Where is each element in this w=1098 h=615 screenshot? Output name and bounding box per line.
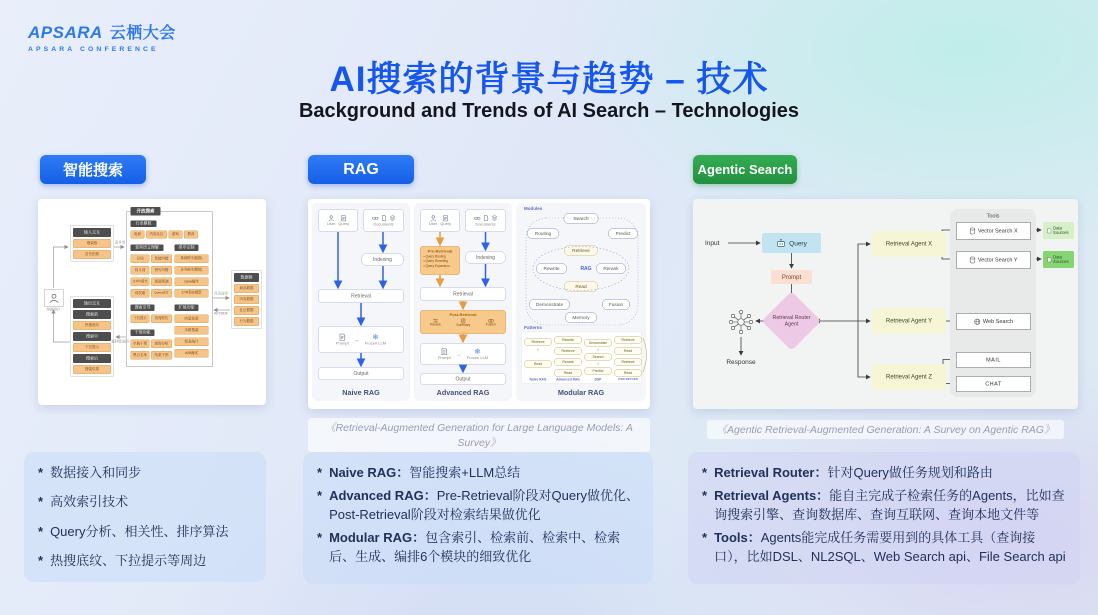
agentic-diagram-card [693, 199, 1078, 409]
query-label: Query [338, 221, 350, 226]
rag-citation [308, 418, 650, 452]
naive-rag-caption: Naive RAG [342, 389, 380, 397]
flow-arrow: → [455, 350, 462, 358]
prompt-doc-icon [441, 348, 448, 356]
query-label: Query [789, 239, 807, 247]
arrow-label: 高并发 [114, 241, 126, 245]
diagram-box: CTR预估模型 [175, 289, 209, 298]
module-box: Search [564, 213, 599, 224]
diagram-header: 输入交互 [73, 228, 111, 237]
vector-search-box [956, 251, 1031, 269]
modules-section-label: Modules [524, 206, 543, 211]
diagram-box: 行为数据 [234, 317, 259, 326]
mail-box: MAIL [956, 352, 1031, 368]
bullet-marker: * [702, 465, 708, 480]
pattern-box: Read [614, 369, 642, 377]
bullet-text: Agents能完成任务需要用到的具体工具（查询接口），比如DSL、NL2SQL、Web Search api、File Search api [714, 530, 1066, 564]
bullet-marker: * [317, 488, 323, 504]
list-item [702, 464, 1066, 482]
pattern-box: Retrieve [524, 338, 552, 346]
pattern-caption: Naive RAG [529, 378, 547, 382]
bullet-text: 包含索引、检索前、检索中、检索后、生成、编排6个模块的细致优化 [329, 530, 621, 564]
diagram-box: 搜索框 [73, 239, 111, 248]
prompt-llm-box [318, 326, 404, 353]
diagram-box: 搜索前 [73, 310, 111, 319]
page-title: AI搜索的背景与趋势 – 技术 [329, 60, 769, 99]
diagram-box: 字典干预 [131, 340, 150, 349]
section-chip-rag: RAG [308, 155, 414, 184]
bullet-marker: * [38, 494, 44, 510]
prompt-label: Prompt [437, 355, 451, 360]
tools-label: Tools [986, 213, 1000, 219]
module-box: Fusion [602, 299, 630, 310]
diagram-box: 拼写纠错 [151, 266, 172, 275]
pattern-box: Rerank [554, 358, 582, 366]
data-sources-label: Data Sources [1053, 254, 1069, 264]
diagram-box: 热搜底纹 [73, 321, 111, 330]
data-source-group [231, 270, 262, 329]
bullet-text: 高效索引技术 [50, 494, 129, 510]
bullet-marker: * [38, 553, 44, 569]
agent-box: Retrieval Agent X [872, 231, 946, 257]
diagram-box: 基础排序(粗排) [175, 255, 209, 264]
data-sources-label: Data Sources [1053, 225, 1069, 235]
query-box [762, 233, 821, 253]
web-search-box [956, 313, 1031, 330]
diagram-box: 报表统计 [175, 338, 209, 347]
brand-subtitle: APSARA CONFERENCE [28, 46, 159, 53]
link-icon [372, 215, 379, 221]
list-item [317, 487, 639, 524]
list-item [702, 529, 1066, 566]
layers-icon [491, 215, 497, 221]
pre-retrieval-item: • Query Expansion [423, 264, 450, 268]
diagram-header: 搜索引导 [131, 305, 155, 312]
list-item [38, 552, 252, 570]
vector-search-label: Vector Search Y [977, 257, 1018, 263]
bullet-term: Tools： [714, 530, 761, 546]
output-group [70, 296, 114, 377]
list-item [702, 487, 1066, 524]
diagram-header: 扩展功能 [175, 305, 199, 312]
retrieval-box: Retrieval [318, 289, 404, 303]
diagram-box: 黑白名单 [131, 351, 150, 360]
chat-box: CHAT [956, 376, 1031, 392]
list-item [317, 529, 639, 566]
diagram-box: 语音拍照 [73, 250, 111, 259]
diagram-box: 搜索中 [73, 332, 111, 341]
pattern-box: Demonstrate [584, 339, 612, 347]
documents-box [363, 209, 404, 232]
diagram-box: 查询分析 [151, 340, 172, 349]
vector-search-box [956, 222, 1031, 240]
bullet-text: 能自主完成子检索任务的Agents，比如查询搜索引擎、查询数据库、查询互联网、查询本地文件等 [714, 488, 1065, 522]
user-query-box [420, 209, 460, 232]
module-box: Retrieve [564, 245, 598, 256]
doc-icon [1047, 257, 1052, 263]
diagram-header: 排序定制 [175, 245, 199, 252]
diagram-box: 意图预测 [151, 278, 172, 287]
bullet-text: 数据接入和同步 [50, 465, 142, 480]
post-item: Summary [456, 323, 471, 327]
bullet-marker: * [317, 465, 323, 480]
diagram-header: 查询语义理解 [131, 245, 164, 252]
pattern-box: Read [614, 347, 642, 355]
diagram-box: 结果干预 [151, 351, 172, 360]
chevron-down-icon: ∨ [596, 361, 600, 366]
diagram-box: 搜索后 [73, 354, 111, 363]
retrieval-box: Retrieval [420, 287, 506, 301]
pattern-box: Rewrite [554, 336, 582, 344]
output-box: Output [420, 373, 506, 385]
bullet-text: Pre-Retrieval阶段对Query做优化、Post-Retrieval阶段对检索结果做优化 [329, 488, 639, 522]
rag-center-label: RAG [580, 265, 592, 272]
indexing-box: Indexing [465, 251, 506, 264]
user-label: User [326, 221, 336, 226]
flow-arrow: → [353, 336, 360, 343]
advanced-rag-panel [414, 203, 512, 401]
list-item [38, 523, 252, 541]
agentic-diagram [693, 199, 1078, 409]
diagram-box: 教育 [184, 231, 198, 239]
snowflake-icon: ❄ [474, 347, 481, 356]
citation-text: 《Retrieval-Augmented Generation for Large Language Models: A Survey》 [308, 418, 650, 452]
pre-retrieval-item: • Query Routing [423, 255, 446, 259]
documents-box [465, 209, 506, 232]
list-item [317, 464, 639, 482]
agent-box: Retrieval Agent Y [872, 308, 946, 334]
diagram-box: 社区数据 [234, 306, 259, 315]
pre-retrieval-title: Pre-Retrieval [427, 249, 453, 254]
naive-rag-panel [312, 203, 410, 401]
section-chip-agentic-search: Agentic Search [693, 155, 797, 184]
brand-logo [28, 20, 176, 53]
prompt-llm-box [420, 343, 506, 365]
module-box: Demonstrate [529, 299, 570, 310]
query-label: Query [440, 221, 452, 226]
agentic-citation [693, 420, 1078, 439]
diagram-box: 下拉提示 [73, 343, 111, 352]
diagram-box: 游戏 [169, 231, 183, 239]
bullet-term: Retrieval Router： [714, 465, 828, 480]
diagram-box: 商品数据 [234, 284, 259, 293]
bullet-marker: * [38, 465, 44, 480]
data-sources-box [1043, 222, 1074, 239]
pattern-box: Retrieve [554, 347, 582, 355]
list-item [38, 493, 252, 511]
list-item [38, 464, 252, 482]
agent-box: Retrieval Agent Z [872, 364, 946, 390]
prompt-box: Prompt [771, 270, 812, 284]
arrow-label: 毫秒级返回 [111, 340, 129, 344]
rag-diagram-card [308, 199, 650, 409]
modular-rag-panel [516, 203, 646, 401]
link-icon [474, 215, 481, 221]
diagram-box: 内容社区 [146, 231, 167, 239]
doc-icon [1047, 228, 1052, 234]
rag-diagram [308, 199, 650, 409]
diagram-header: 数据源 [234, 273, 259, 282]
diagram-box: 搜索结果 [73, 365, 111, 374]
bullet-text: 热搜底纹、下拉提示等周边 [50, 553, 207, 569]
diagram-box: 同义词 [131, 266, 150, 275]
pattern-box: Retrieve [614, 336, 642, 344]
bullet-term: Naive RAG： [329, 465, 410, 480]
bullet-term: Retrieval Agents： [714, 488, 830, 504]
pattern-caption: Advanced RAG [556, 378, 580, 382]
module-box: Read [564, 281, 598, 292]
module-box: Rerank [596, 263, 626, 274]
bullet-term: Modular RAG： [329, 530, 426, 546]
robot-icon [776, 239, 786, 248]
arrow-label: 自动同步 [214, 292, 228, 296]
frozen-llm-label: Frozen LLM [466, 355, 489, 360]
citation-text: 《Agentic Retrieval-Augmented Generation: A Survey on Agentic RAG》 [707, 420, 1065, 439]
user-label: User [428, 221, 438, 226]
module-box: Routing [527, 228, 559, 239]
pattern-caption: ITER-RETGEN [618, 378, 638, 381]
globe-icon [974, 318, 981, 325]
input-group [70, 225, 114, 262]
pattern-box: Read [554, 369, 582, 377]
user-query-box [318, 209, 358, 232]
diagram-box: A/B测试 [175, 349, 209, 358]
pattern-box: Predict [584, 367, 612, 375]
modular-rag-caption: Modular RAG [557, 389, 605, 397]
diagram-box: 电商 [131, 231, 145, 239]
diagram-box: 内容数据 [234, 295, 259, 304]
bullet-text: 智能搜索+LLM总结 [409, 465, 521, 480]
diagram-header: 开放搜索 [131, 207, 161, 216]
diagram-box: 业务排序(精排) [175, 266, 209, 275]
end-user-label: 终端用户 [46, 308, 61, 312]
pattern-box: Read [524, 360, 552, 368]
indexing-box: Indexing [361, 253, 404, 266]
diagram-header: 行业模板 [131, 221, 157, 228]
patterns-section-label: Patterns [524, 325, 543, 330]
brand-name: APSARA [28, 23, 103, 42]
bullet-marker: * [317, 530, 323, 546]
pre-retrieval-box [420, 246, 460, 275]
diagram-box: 分词 [131, 255, 150, 264]
diagram-box: 词权重 [131, 289, 150, 298]
diagram-box: 多路搜索 [175, 326, 209, 335]
diagram-box: cava插件 [175, 278, 209, 287]
end-user-icon [44, 289, 64, 307]
pattern-box: Retrieve [614, 358, 642, 366]
documents-label: Documents [475, 221, 496, 227]
diagram-box: 文本向量化 [131, 278, 150, 287]
post-retrieval-title: Post-Retrieval [449, 312, 477, 317]
bullet-marker: * [702, 488, 708, 504]
page-subtitle: Background and Trends of AI Search – Technologies [298, 100, 800, 122]
database-icon [969, 257, 975, 264]
smart-search-diagram [38, 199, 266, 405]
llm-network-icon [728, 308, 754, 336]
diagram-header: 干预功能 [131, 330, 155, 337]
output-box: Output [318, 367, 404, 380]
post-item: Fusion [485, 323, 496, 327]
bullet-text: 针对Query做任务规划和路由 [827, 465, 993, 480]
diagram-box: 向量检索 [175, 315, 209, 324]
file-icon [483, 215, 488, 221]
advanced-rag-caption: Advanced RAG [436, 389, 490, 397]
bullet-term: Advanced RAG： [329, 488, 437, 504]
vector-search-label: Vector Search X [977, 228, 1018, 234]
frozen-llm-label: Frozen LLM [364, 341, 387, 346]
module-box: Predict [608, 228, 638, 239]
smart-search-diagram-card [38, 199, 266, 405]
arrow-label: API/SDK [214, 312, 228, 316]
layers-icon [389, 215, 395, 221]
brand-name-cn: 云栖大会 [109, 25, 176, 42]
web-search-label: Web Search [982, 318, 1014, 325]
post-retrieval-box [420, 310, 506, 334]
router-label: Retrieval Router Agent [772, 314, 811, 327]
bullet-marker: * [38, 523, 44, 539]
diagram-box: 热搜底纹 [151, 315, 172, 324]
diagram-header: 输出交互 [73, 299, 111, 308]
rag-bullets [303, 452, 653, 584]
diagram-box: 下拉提示 [131, 315, 150, 324]
module-box: Memory [565, 312, 597, 323]
database-icon [969, 228, 975, 235]
bullet-text: Query分析、相关性、排序算法 [50, 523, 229, 539]
opensearch-box [126, 208, 213, 367]
pattern-caption: DSP [594, 378, 602, 382]
chevron-down-icon: ∨ [536, 347, 540, 352]
section-chip-smart-search: 智能搜索 [40, 155, 146, 184]
file-icon [381, 215, 386, 221]
prompt-label: Prompt [335, 341, 349, 346]
smart-search-bullets [24, 452, 266, 582]
documents-label: Documents [373, 221, 394, 227]
diagram-box: Query改写 [151, 289, 172, 298]
post-item: Rerank [430, 323, 441, 327]
snowflake-icon: ❄ [372, 333, 379, 342]
module-box: Rewrite [536, 263, 567, 274]
pre-retrieval-item: • Query Rewriting [423, 259, 449, 264]
pattern-box: Search [584, 353, 612, 361]
prompt-doc-icon [339, 334, 346, 342]
data-sources-box [1043, 251, 1074, 268]
bullet-marker: * [702, 530, 708, 546]
chevron-down-icon: ∨ [596, 347, 600, 352]
agentic-bullets [688, 452, 1080, 584]
input-label: Input [705, 239, 720, 247]
response-label: Response [726, 358, 756, 366]
diagram-box: 智能纠错 [151, 255, 172, 264]
